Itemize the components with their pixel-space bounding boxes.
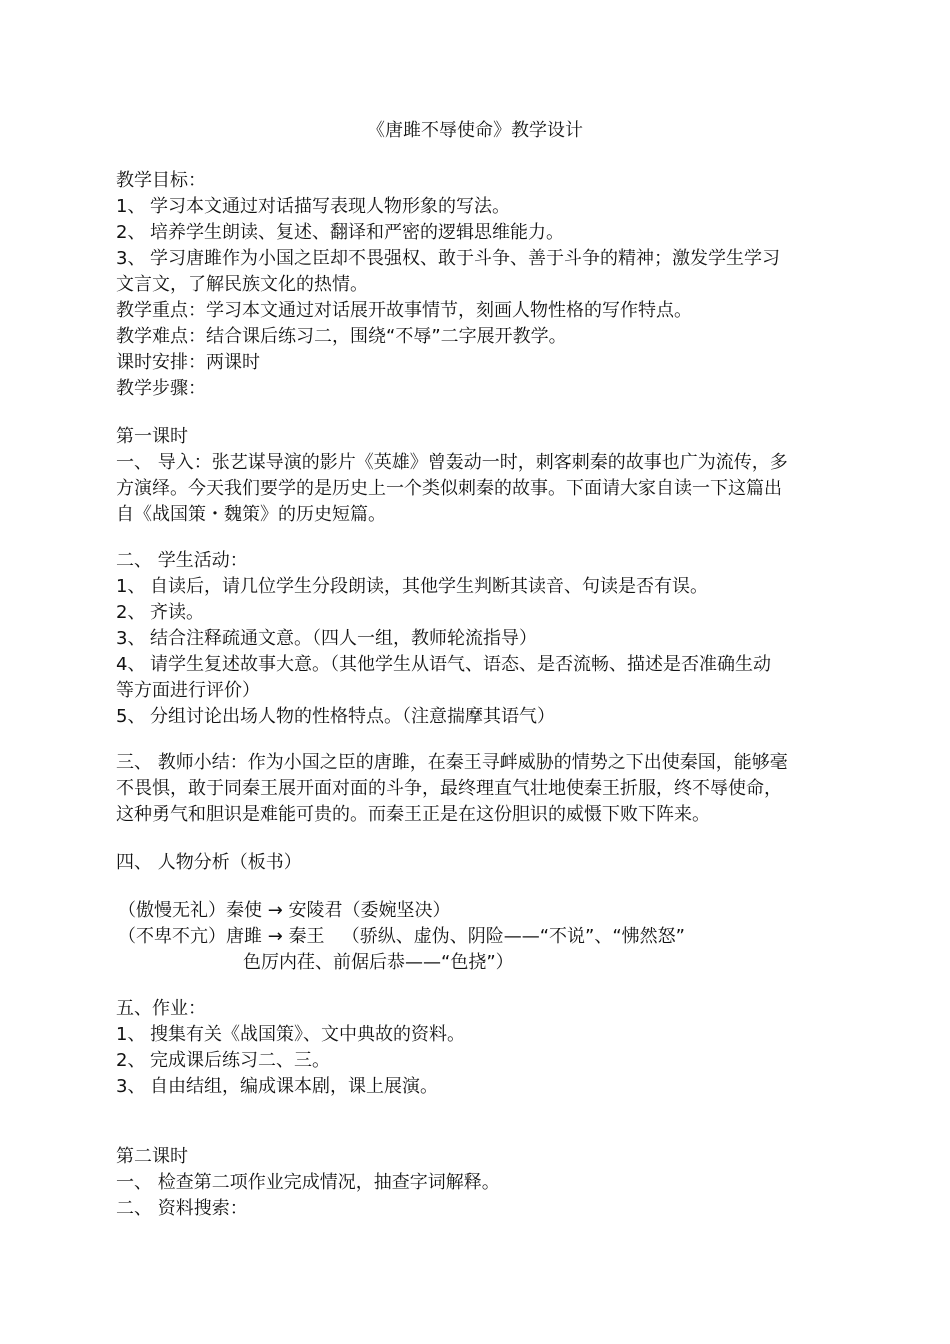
lesson1-heading: 第一课时: [116, 426, 188, 447]
activity-heading: 二、 学生活动：: [116, 550, 248, 571]
board-line: （不卑不亢）唐雎 → 秦王 （骄纵、虚伪、阴险——“不说”、“怫然怒”: [118, 926, 685, 947]
activity-number: 4、: [116, 654, 146, 675]
activity-text: 结合注释疏通文意。（四人一组，教师轮流指导）: [150, 628, 537, 649]
difficulty: 教学难点：结合课后练习二，围绕“不辱”二字展开教学。: [116, 326, 567, 347]
homework-text: 自由结组，编成课本剧，课上展演。: [150, 1076, 438, 1097]
intro-line: 自《战国策・魏策》的历史短篇。: [116, 504, 386, 525]
goal-item: [116, 194, 510, 220]
activity-text: 自读后，请几位学生分段朗读，其他学生判断其读音、句读是否有误。: [150, 576, 708, 597]
goal-number: 1、: [116, 196, 146, 217]
schedule: 课时安排：两课时: [116, 352, 260, 373]
intro-line: 方演绎。今天我们要学的是历史上一个类似刺秦的故事。下面请大家自读一下这篇出: [116, 478, 782, 499]
lesson2-item: 二、 资料搜索：: [116, 1198, 248, 1219]
goal-text: 学习唐雎作为小国之臣却不畏强权、敢于斗争、善于斗争的精神；激发学生学习: [150, 248, 780, 269]
goal-number: 3、: [116, 248, 146, 269]
intro-line: 一、 导入：张艺谋导演的影片《英雄》曾轰动一时，刺客刺秦的故事也广为流传，多: [116, 452, 788, 473]
activity-number: 5、: [116, 706, 146, 727]
activity-item: [116, 600, 204, 626]
activity-item: [116, 626, 537, 652]
summary-line: 不畏惧，敢于同秦王展开面对面的斗争，最终理直气壮地使秦王折服，终不辱使命，: [116, 778, 782, 799]
activity-item: [116, 574, 708, 600]
homework-number: 1、: [116, 1024, 146, 1045]
lesson2-heading: 第二课时: [116, 1146, 188, 1167]
summary-line: 三、 教师小结：作为小国之臣的唐雎，在秦王寻衅威胁的情势之下出使秦国，能够毫: [116, 752, 788, 773]
analysis-heading: 四、 人物分析（板书）: [116, 852, 302, 873]
activity-number: 3、: [116, 628, 146, 649]
homework-item: [116, 1074, 438, 1100]
activity-number: 2、: [116, 602, 146, 623]
homework-item: [116, 1048, 330, 1074]
goal-number: 2、: [116, 222, 146, 243]
summary-line: 这种勇气和胆识是难能可贵的。而秦王正是在这份胆识的威慑下败下阵来。: [116, 804, 710, 825]
homework-text: 搜集有关《战国策》、文中典故的资料。: [150, 1024, 465, 1045]
key-point: 教学重点：学习本文通过对话展开故事情节，刻画人物性格的写作特点。: [116, 300, 692, 321]
goal-text: 培养学生朗读、复述、翻译和严密的逻辑思维能力。: [150, 222, 564, 243]
goal-item: [116, 220, 564, 246]
steps-heading: 教学步骤：: [116, 378, 206, 399]
activity-text: 请学生复述故事大意。（其他学生从语气、语态、是否流畅、描述是否准确生动: [150, 654, 771, 675]
activity-item: [116, 652, 771, 678]
activity-number: 1、: [116, 576, 146, 597]
document-title: 《唐雎不辱使命》教学设计: [367, 120, 583, 141]
homework-number: 2、: [116, 1050, 146, 1071]
activity-item: [116, 704, 555, 730]
lesson2-item: 一、 检查第二项作业完成情况，抽查字词解释。: [116, 1172, 500, 1193]
board-line: （傲慢无礼）秦使 → 安陵君（委婉坚决）: [118, 900, 451, 921]
activity-4-continuation: 等方面进行评价）: [116, 680, 260, 701]
goal-item: [116, 246, 780, 272]
goal-3-continuation: 文言文，了解民族文化的热情。: [116, 274, 368, 295]
goal-text: 学习本文通过对话描写表现人物形象的写法。: [150, 196, 510, 217]
homework-text: 完成课后练习二、三。: [150, 1050, 330, 1071]
board-line: 色厉内荏、前倨后恭——“色挠”）: [243, 952, 514, 973]
homework-heading: 五、作业：: [116, 998, 206, 1019]
goals-heading: 教学目标：: [116, 170, 206, 191]
activity-text: 分组讨论出场人物的性格特点。（注意揣摩其语气）: [150, 706, 555, 727]
homework-item: [116, 1022, 465, 1048]
homework-number: 3、: [116, 1076, 146, 1097]
activity-text: 齐读。: [150, 602, 204, 623]
